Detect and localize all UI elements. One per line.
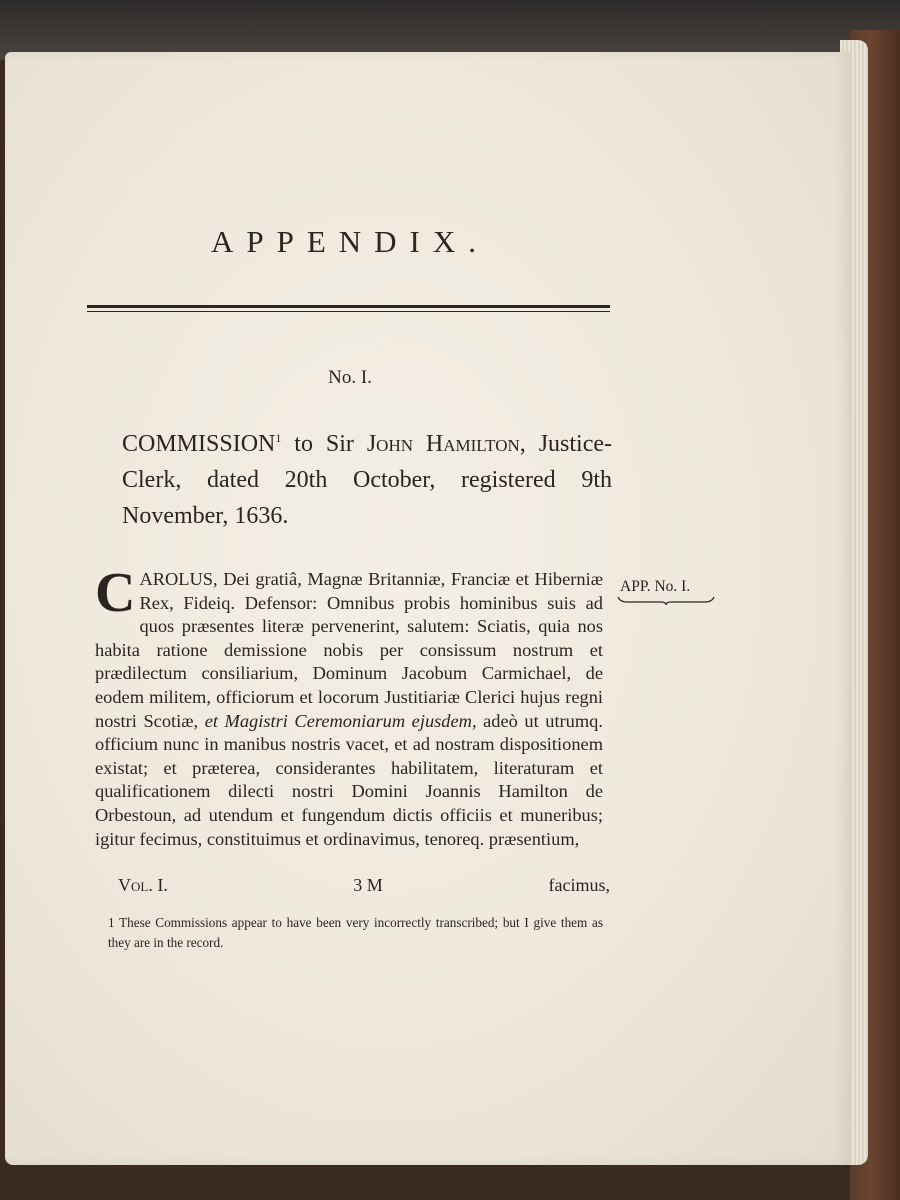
section-number: No. I. bbox=[328, 367, 372, 388]
drop-cap: C bbox=[95, 562, 136, 624]
body-text-part2: adeò ut utrumq. officium nunc in manibus nostris vacet, et ad nostram dispositionem existat; et præterea, considerantes habilitatem, literaturam et qualificationem dilecti nostri Domini Joannis Hamilton de Orbestoun, ad utendum et fungendum dictis officiis et muneribus; igitur fecimus, constituimus et ordinavimus, tenoreq. præsentium, bbox=[95, 710, 603, 849]
footnote: 1 These Commissions appear to have been very incorrectly transcribed; but I give them as they are in the record. bbox=[108, 915, 603, 950]
body-text-part1: AROLUS, Dei gratiâ, Magnæ Britanniæ, Franciæ et Hiberniæ Rex, Fideiq. Defensor: Omnibus probis hominibus suis ad quos præsentes literæ pervenerint, salutem: Sciatis, quia nos habita ratione demissione nobis per consissum nostrum et prædilectum consiliarium, Dominum Jacobum Carmichael, de eodem militem, officiorum et locorum Justitiariæ Clerici hujus regni nostri Scotiæ, bbox=[95, 569, 603, 731]
page-heading: APPENDIX. bbox=[210, 224, 490, 259]
catchword: facimus, bbox=[548, 875, 610, 895]
body-text bbox=[95, 562, 603, 851]
volume-label: Vol. I. bbox=[118, 875, 168, 895]
title-name: John Hamilton bbox=[366, 431, 520, 457]
heading-rule-thin bbox=[87, 311, 610, 312]
document-title bbox=[122, 420, 612, 534]
title-part1: COMMISSION bbox=[122, 431, 276, 457]
title-footnote-mark: 1 bbox=[275, 431, 282, 445]
body-text-italic: et Magistri Ceremoniarum ejusdem, bbox=[204, 710, 477, 731]
title-part3: , Justice-Clerk, dated 20th October, registered 9th November, 1636. bbox=[122, 431, 612, 529]
heading-rule-thick bbox=[87, 305, 610, 308]
title-part2: to Sir bbox=[281, 431, 367, 457]
signature-mark: 3 M bbox=[353, 875, 383, 895]
background-top bbox=[0, 0, 900, 60]
margin-brace-icon bbox=[617, 596, 715, 606]
margin-note: APP. No. I. bbox=[620, 578, 691, 595]
